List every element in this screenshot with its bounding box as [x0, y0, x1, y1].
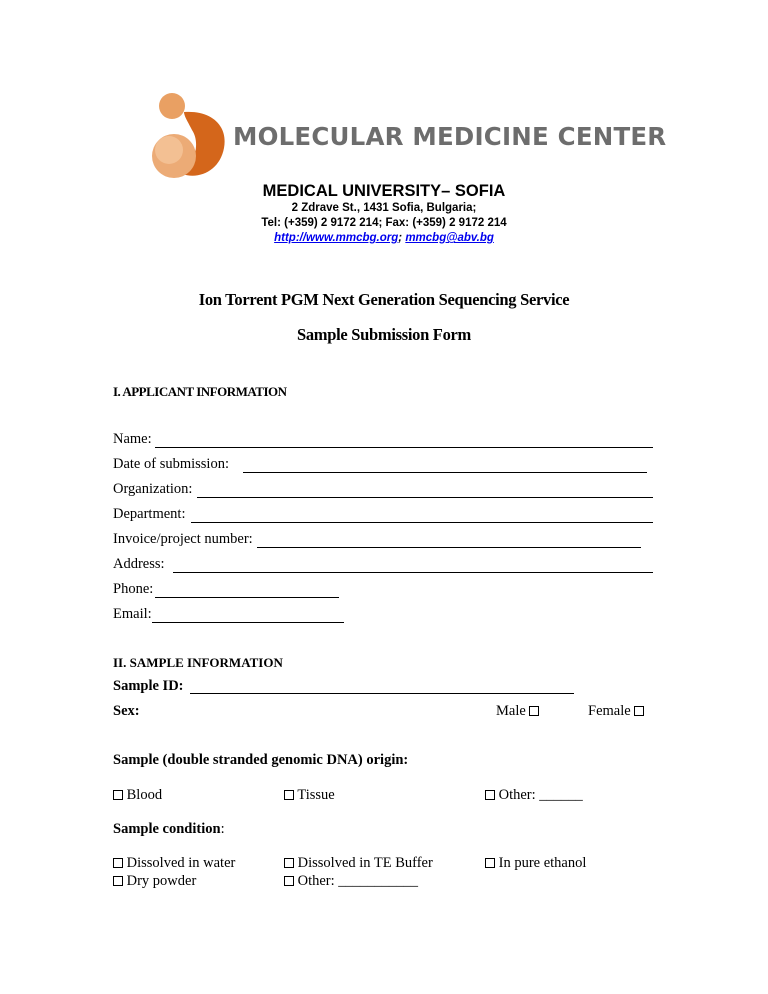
name-label: Name:	[113, 431, 152, 447]
sex-label: Sex:	[113, 703, 140, 719]
origin-other-label: Other: ______	[498, 787, 583, 803]
university-name: MEDICAL UNIVERSITY– SOFIA	[262, 182, 506, 200]
invoice-label: Invoice/project number:	[113, 531, 253, 547]
water-checkbox[interactable]	[113, 858, 123, 868]
ethanol-label: In pure ethanol	[498, 855, 587, 871]
form-title: Sample Submission Form	[296, 325, 471, 344]
te-buffer-checkbox[interactable]	[284, 858, 294, 868]
phone-field[interactable]	[155, 597, 339, 598]
male-checkbox[interactable]	[529, 706, 539, 716]
water-label: Dissolved in water	[126, 855, 236, 871]
email-field[interactable]	[152, 622, 344, 623]
date-field-short[interactable]	[243, 472, 355, 473]
origin-tissue-option[interactable]	[284, 787, 335, 804]
tissue-checkbox[interactable]	[284, 790, 294, 800]
tissue-label: Tissue	[297, 787, 335, 803]
date-field[interactable]	[355, 472, 647, 473]
ethanol-checkbox[interactable]	[485, 858, 495, 868]
service-title: Ion Torrent PGM Next Generation Sequencing Service	[198, 290, 570, 309]
condition-other-label: Other: ___________	[297, 873, 419, 889]
dry-checkbox[interactable]	[113, 876, 123, 886]
female-checkbox[interactable]	[634, 706, 644, 716]
phone-fax-line: Tel: (+359) 2 9172 214; Fax: (+359) 2 9172 214	[261, 217, 507, 229]
website-link[interactable]: http://www.mmcbg.org	[274, 232, 399, 244]
condition-heading	[113, 821, 225, 838]
logo-mark-icon	[148, 92, 228, 184]
invoice-field[interactable]	[257, 547, 641, 548]
phone-label: Phone:	[113, 581, 154, 597]
condition-te-option[interactable]	[284, 855, 433, 872]
address-label: Address:	[113, 556, 165, 572]
address-line: 2 Zdrave St., 1431 Sofia, Bulgaria;	[291, 202, 477, 214]
origin-heading: Sample (double stranded genomic DNA) origin:	[113, 752, 409, 768]
origin-other-option[interactable]	[485, 787, 583, 804]
condition-dry-option[interactable]	[113, 873, 196, 890]
contact-links	[0, 232, 768, 244]
logo-text: MOLECULAR MEDICINE CENTER	[233, 122, 667, 151]
dry-label: Dry powder	[126, 873, 197, 889]
sample-id-field[interactable]	[190, 693, 574, 694]
applicant-heading: I. APPLICANT INFORMATION	[113, 384, 287, 399]
department-field[interactable]	[191, 522, 653, 523]
origin-blood-option[interactable]	[113, 787, 162, 804]
name-field[interactable]	[155, 447, 653, 448]
organization-field[interactable]	[197, 497, 653, 498]
condition-heading-colon: :	[220, 821, 225, 837]
organization-label: Organization:	[113, 481, 193, 497]
condition-ethanol-option[interactable]	[485, 855, 586, 872]
male-label: Male	[496, 703, 526, 719]
female-label: Female	[588, 703, 631, 719]
condition-water-option[interactable]	[113, 855, 235, 872]
link-separator: ;	[398, 232, 403, 244]
female-option[interactable]	[588, 703, 644, 720]
department-label: Department:	[113, 506, 186, 522]
email-link[interactable]: mmcbg@abv.bg	[405, 232, 494, 244]
condition-heading-text: Sample condition	[113, 821, 221, 837]
sample-id-label: Sample ID:	[113, 678, 184, 694]
te-buffer-label: Dissolved in TE Buffer	[297, 855, 433, 871]
blood-label: Blood	[126, 787, 163, 803]
male-option[interactable]	[496, 703, 539, 720]
date-label: Date of submission:	[113, 456, 229, 472]
condition-other-option[interactable]	[284, 873, 418, 890]
condition-other-checkbox[interactable]	[284, 876, 294, 886]
sample-heading: II. SAMPLE INFORMATION	[113, 655, 283, 670]
address-field[interactable]	[173, 572, 653, 573]
blood-checkbox[interactable]	[113, 790, 123, 800]
email-label: Email:	[113, 606, 152, 622]
origin-other-checkbox[interactable]	[485, 790, 495, 800]
